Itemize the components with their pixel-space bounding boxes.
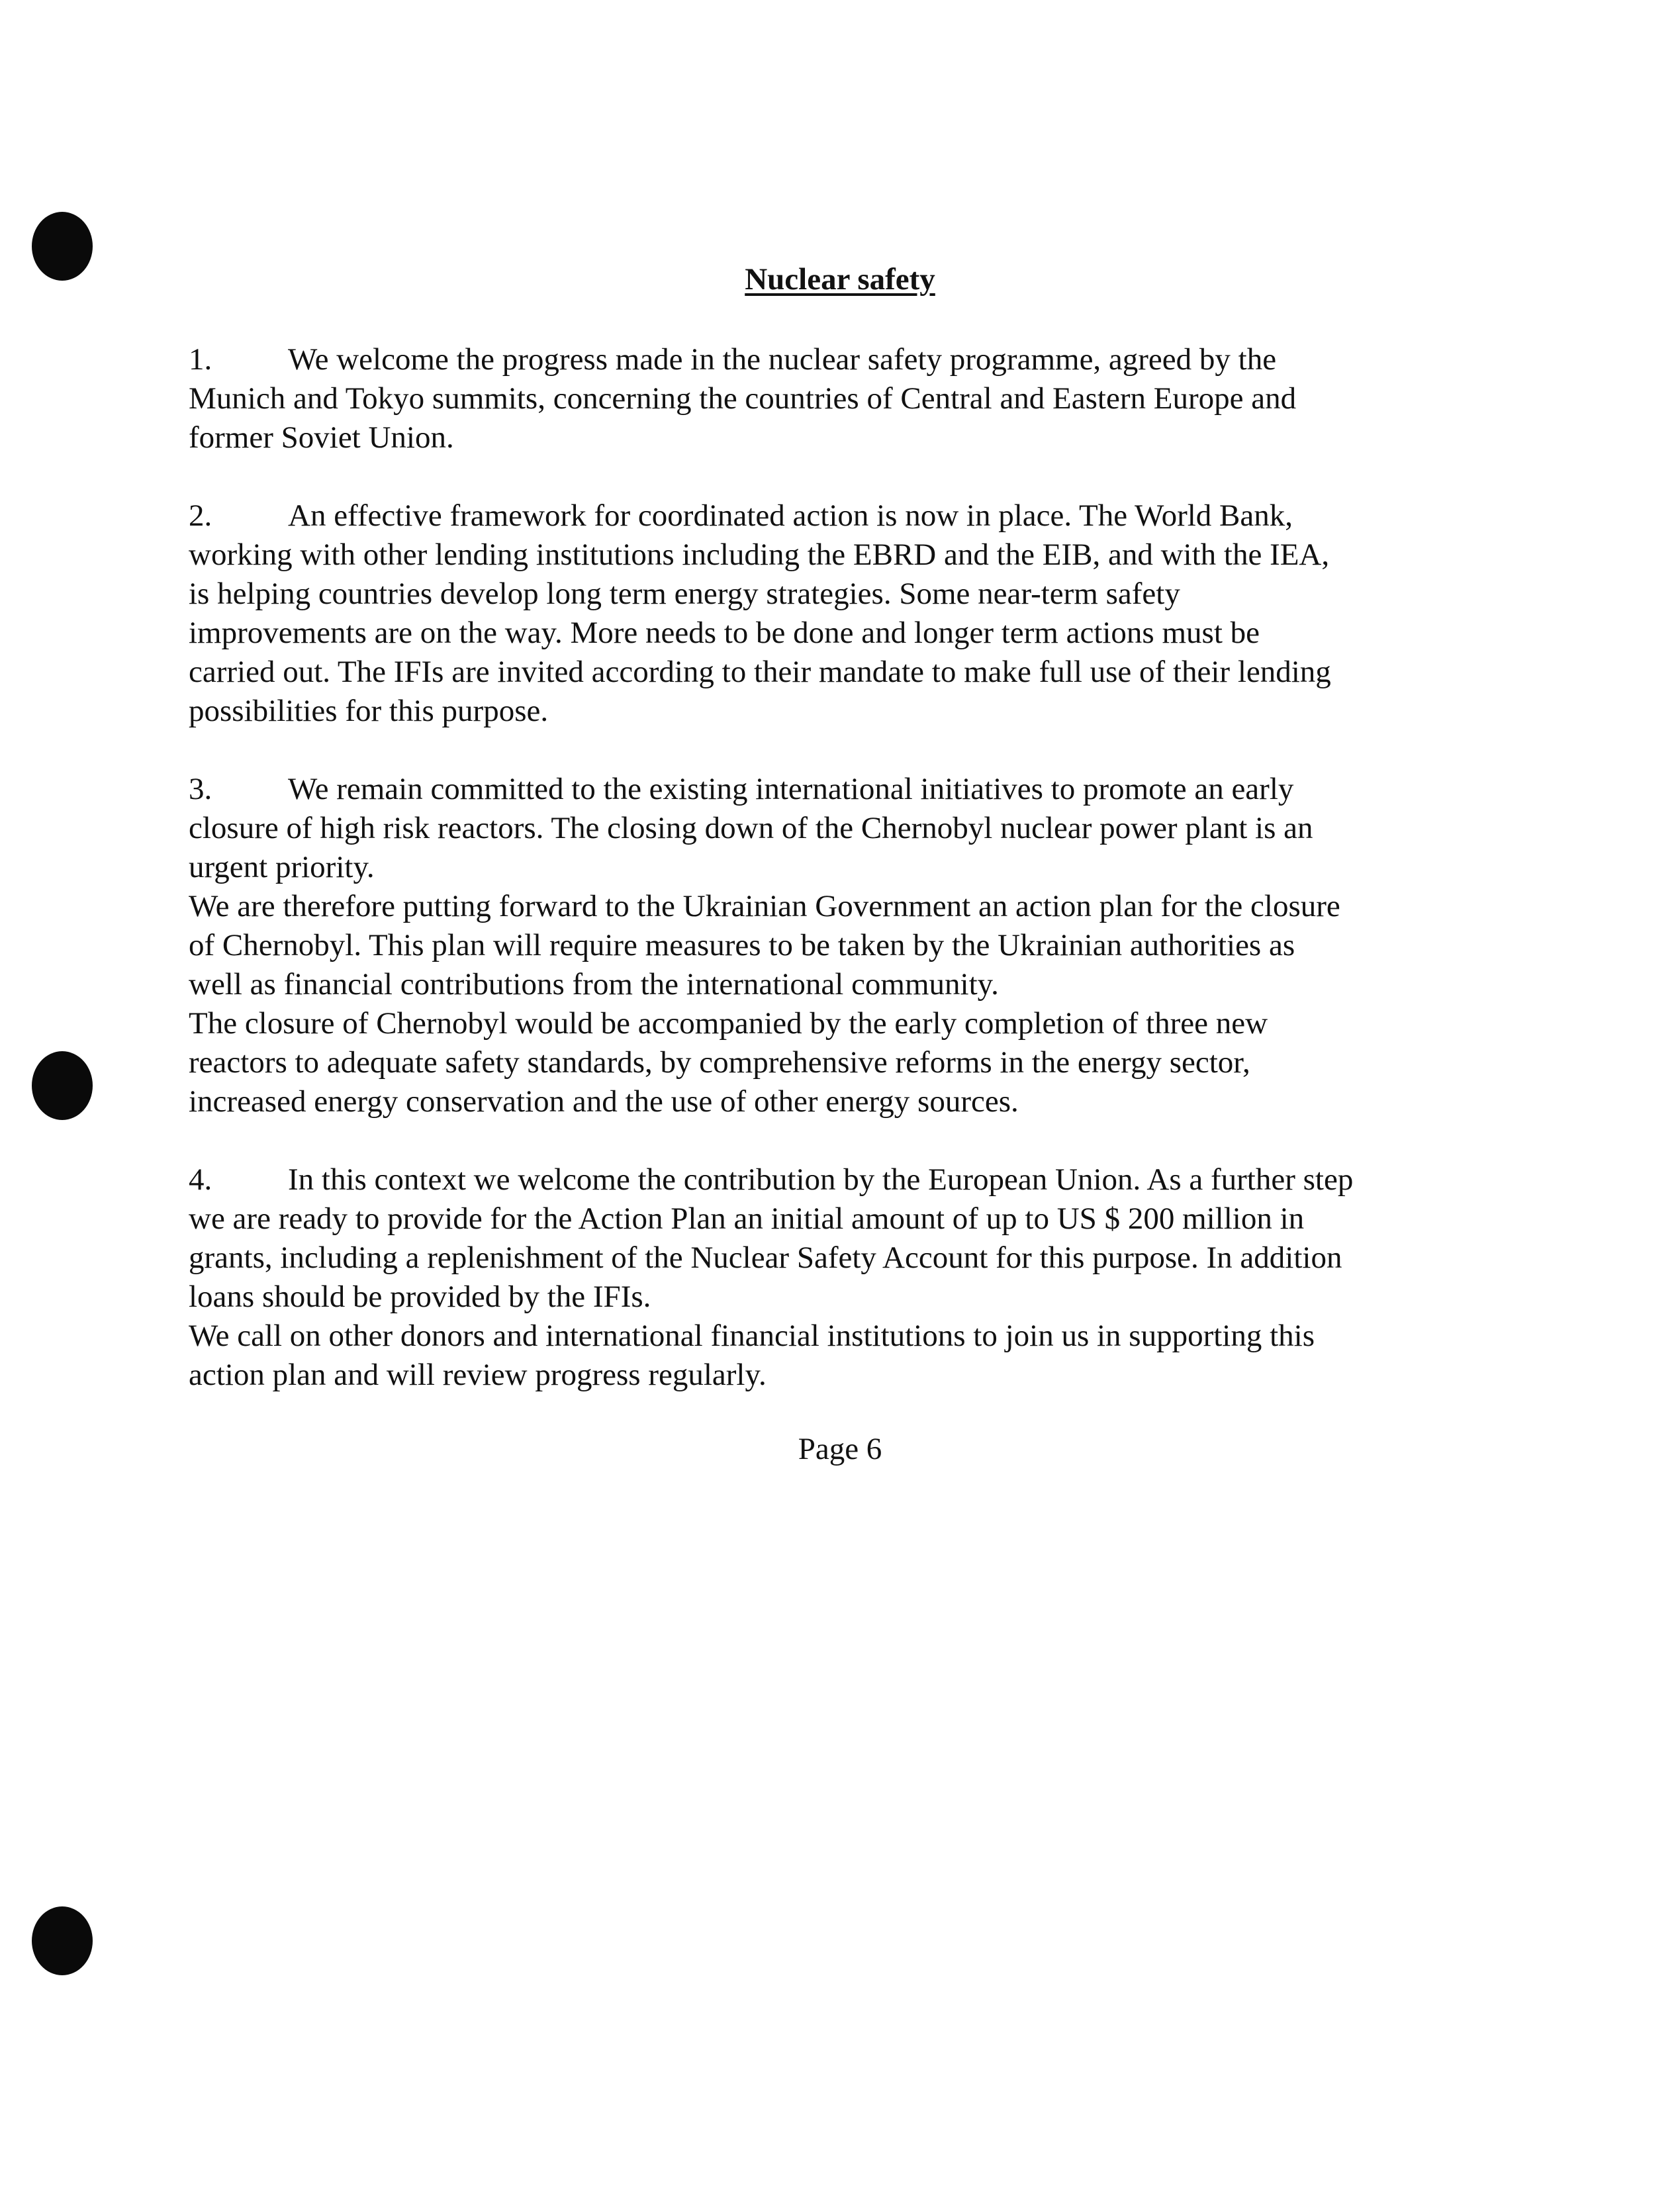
paragraph-line: of Chernobyl. This plan will require measures to be taken by the Ukrainian authorities as xyxy=(189,928,1295,962)
paragraph-number: 3. xyxy=(189,772,212,806)
paragraph-line: action plan and will review progress regularly. xyxy=(189,1358,767,1392)
punch-hole-bottom xyxy=(32,1906,93,1975)
paragraph-line: loans should be provided by the IFIs. xyxy=(189,1280,651,1314)
paragraph-4 xyxy=(189,1160,1496,1395)
paragraph-1 xyxy=(189,340,1496,457)
punch-hole-middle xyxy=(32,1051,93,1120)
document-body xyxy=(189,340,1496,1395)
paragraph-line: carried out. The IFIs are invited according to their mandate to make full use of their lending xyxy=(189,655,1331,689)
paragraph-number: 1. xyxy=(189,342,212,377)
paragraph-line: closure of high risk reactors. The closing down of the Chernobyl nuclear power plant is an xyxy=(189,811,1313,845)
paragraph-line: working with other lending institutions including the EBRD and the EIB, and with the IEA, xyxy=(189,538,1330,572)
paragraph-line: improvements are on the way. More needs to be done and longer term actions must be xyxy=(189,616,1260,650)
paragraph-line: grants, including a replenishment of the Nuclear Safety Account for this purpose. In addition xyxy=(189,1241,1342,1275)
paragraph-line: possibilities for this purpose. xyxy=(189,694,549,728)
paragraph-line: An effective framework for coordinated action is now in place. The World Bank, xyxy=(288,498,1293,533)
paragraph-line: is helping countries develop long term energy strategies. Some near-term safety xyxy=(189,577,1180,611)
paragraph-line: reactors to adequate safety standards, by comprehensive reforms in the energy sector, xyxy=(189,1045,1250,1080)
paragraph-line: we are ready to provide for the Action Plan an initial amount of up to US $ 200 million in xyxy=(189,1201,1305,1236)
paragraph-line: Munich and Tokyo summits, concerning the countries of Central and Eastern Europe and xyxy=(189,381,1297,416)
paragraph-line: We welcome the progress made in the nuclear safety programme, agreed by the xyxy=(288,342,1277,377)
paragraph-line: increased energy conservation and the use of other energy sources. xyxy=(189,1084,1019,1119)
paragraph-line: urgent priority. xyxy=(189,850,375,884)
paragraph-line: We are therefore putting forward to the Ukrainian Government an action plan for the closure xyxy=(189,889,1340,923)
paragraph-number: 2. xyxy=(189,498,212,533)
paragraph-line: former Soviet Union. xyxy=(189,420,454,455)
paragraph-line: We remain committed to the existing international initiatives to promote an early xyxy=(288,772,1294,806)
paragraph-3 xyxy=(189,770,1496,1121)
paragraph-line: The closure of Chernobyl would be accompanied by the early completion of three new xyxy=(189,1006,1268,1041)
document-title: Nuclear safety xyxy=(745,262,935,297)
paragraph-2 xyxy=(189,496,1496,731)
paragraph-line: In this context we welcome the contribution by the European Union. As a further step xyxy=(288,1162,1354,1197)
paragraph-line: We call on other donors and international financial institutions to join us in supporting this xyxy=(189,1319,1315,1353)
page-number: Page 6 xyxy=(798,1432,882,1466)
paragraph-number: 4. xyxy=(189,1162,212,1197)
paragraph-line: well as financial contributions from the international community. xyxy=(189,967,999,1002)
